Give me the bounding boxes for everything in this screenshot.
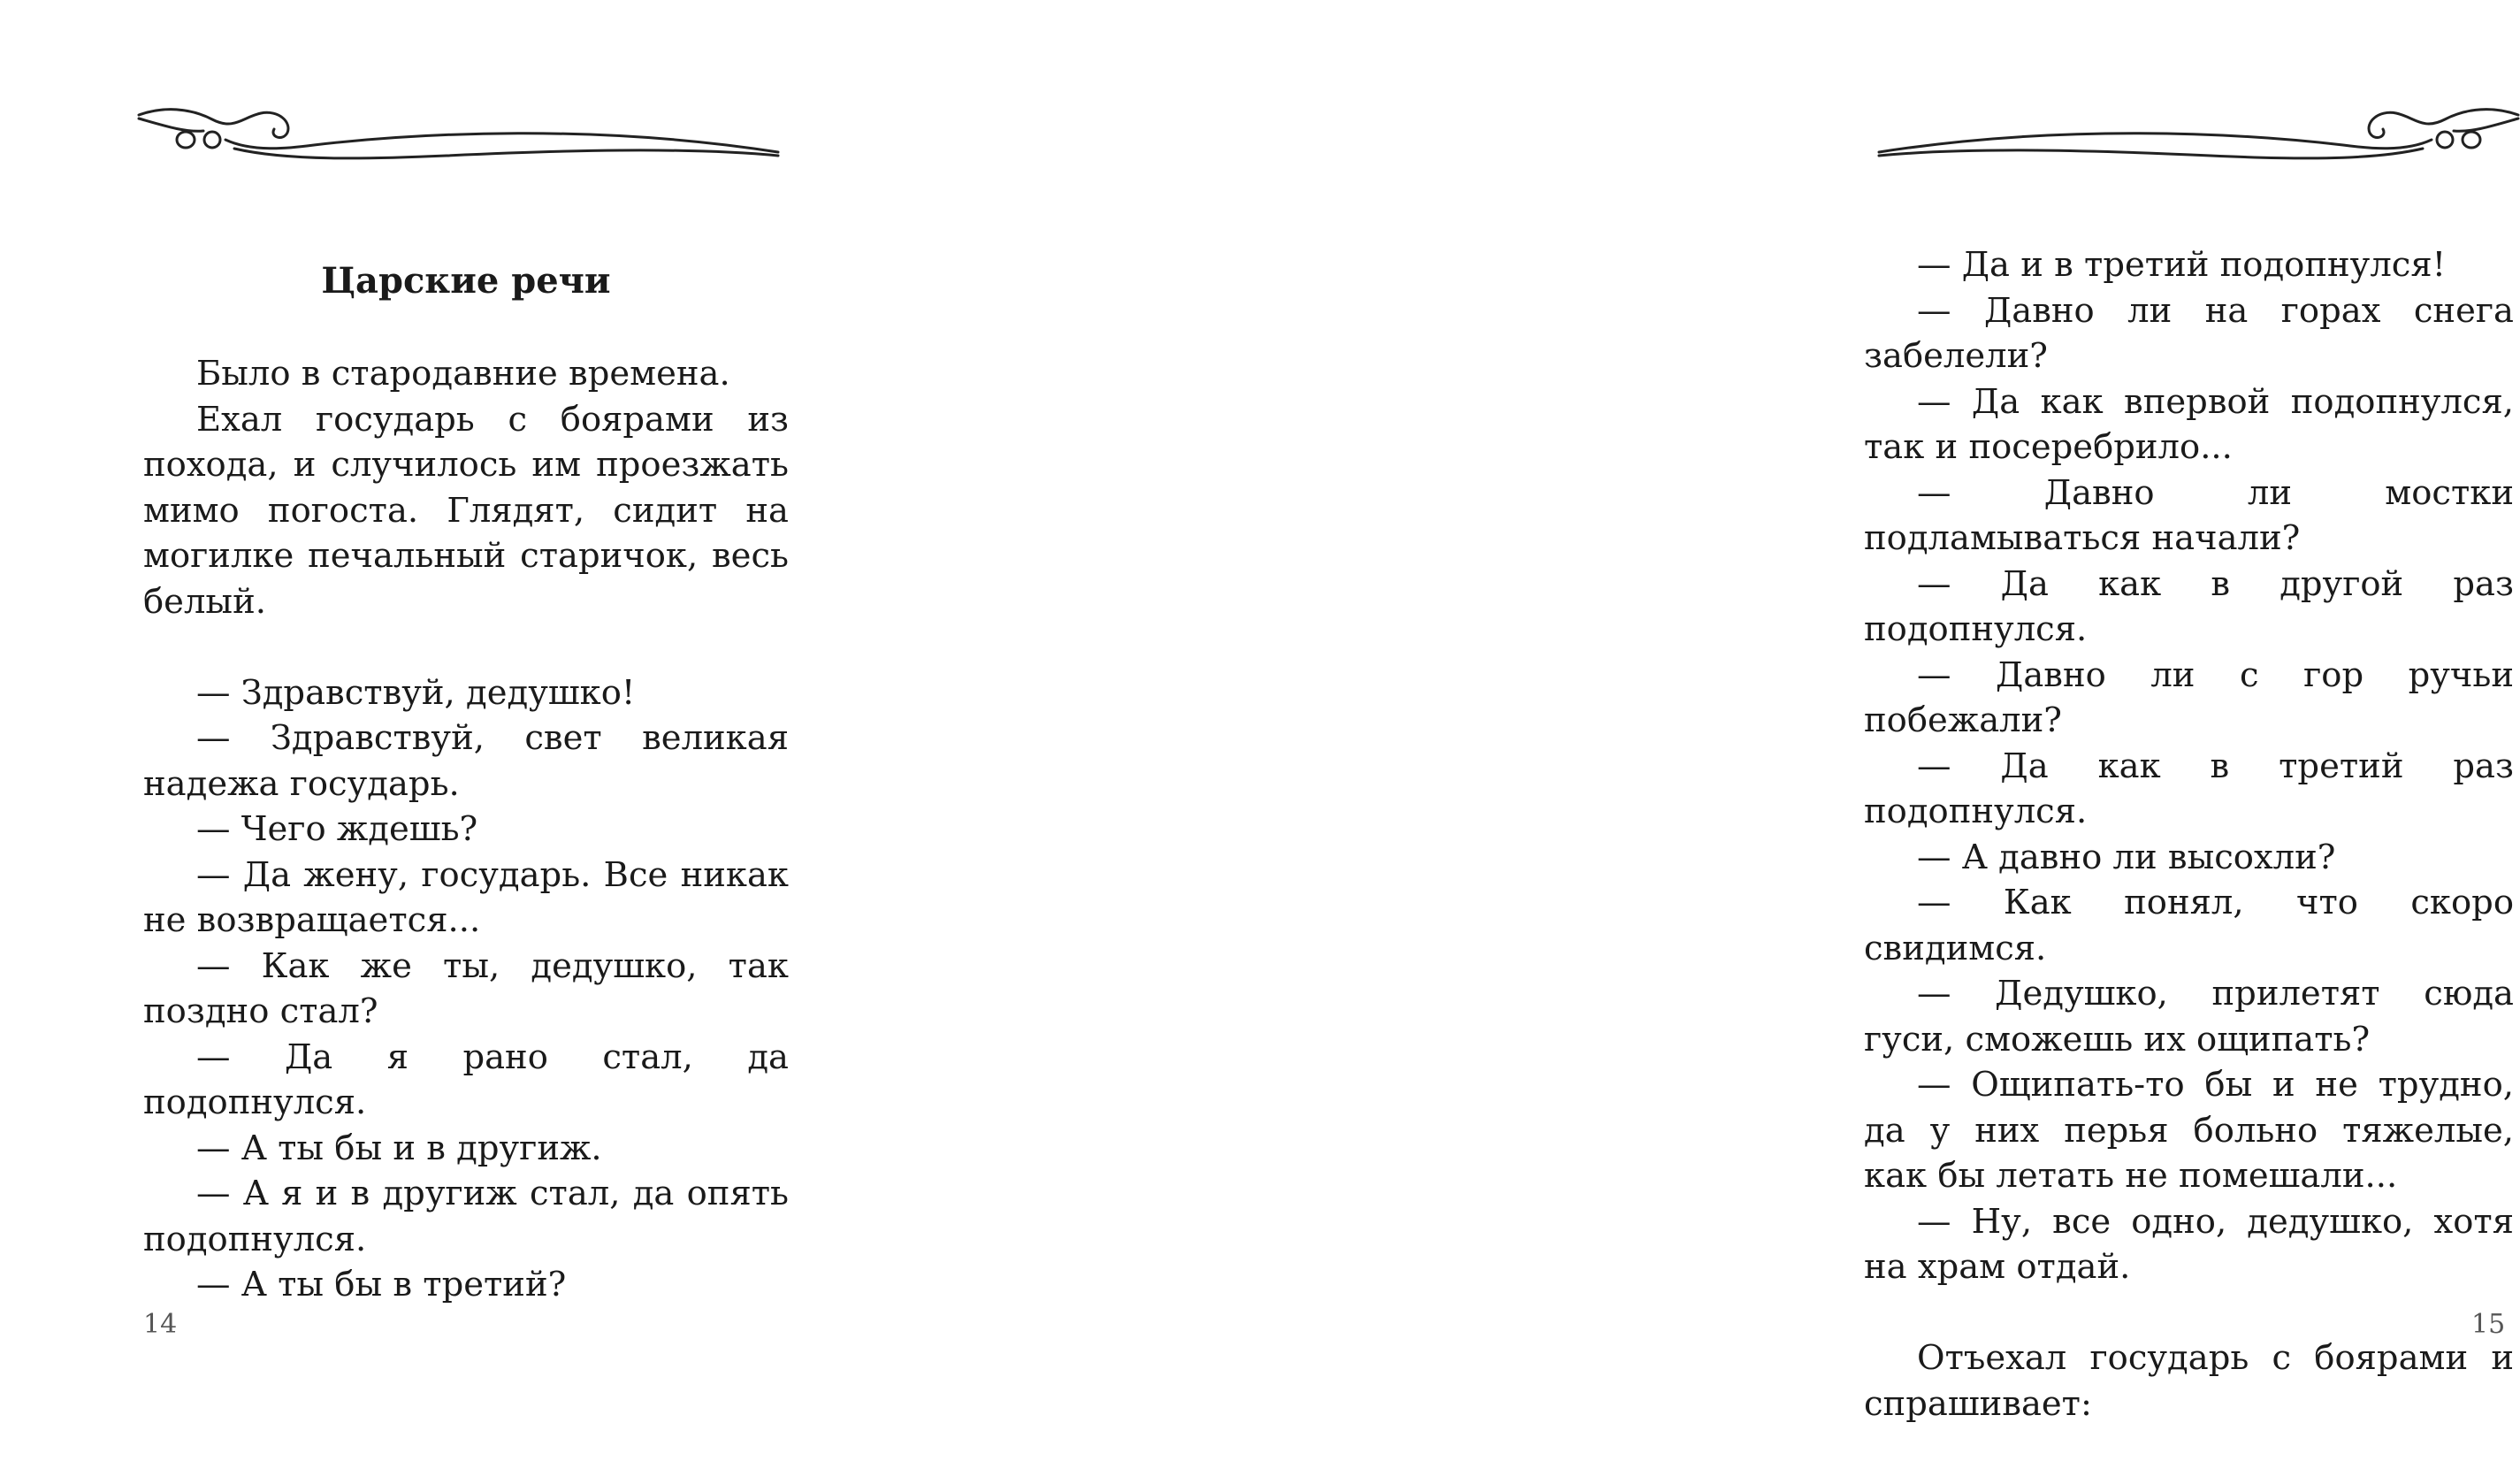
paragraph: — Да как впервой подопнулся, так и посеребрило... <box>1864 381 2514 467</box>
left-page <box>0 0 884 1461</box>
paragraph-gap <box>143 624 789 670</box>
paragraph: — Как же ты, дедушко, так поздно стал? <box>143 945 789 1031</box>
paragraph: — Ну, все одно, дедушко, хотя на храм отдай. <box>1864 1201 2514 1287</box>
paragraph: — Чего ждешь? <box>196 809 478 849</box>
paragraph: — Как понял, что скоро свидимся. <box>1864 883 2514 968</box>
chapter-title: Царские речи <box>321 260 611 302</box>
paragraph: Отъехал государь с боярами и спрашивает: <box>1864 1338 2514 1424</box>
paragraph: — Ощипать-то бы и не трудно, да у них перья больно тяжелые, как бы летать не помешали... <box>1864 1065 2514 1196</box>
page-number-right: 15 <box>2471 1309 2506 1340</box>
paragraph: — А ты бы в третий? <box>196 1265 567 1304</box>
left-text-body <box>143 351 789 1308</box>
paragraph: — А я и в другиж стал, да опять подопнулся. <box>143 1174 789 1259</box>
paragraph: Ехал государь с боярами из похода, и случилось им проезжать мимо погоста. Глядят, сидит на могилке печальный старичок, весь белый. <box>143 399 789 622</box>
paragraph: — Да жену, государь. Все никак не возвращается... <box>143 854 789 940</box>
paragraph: — А давно ли высохли? <box>1917 837 2336 877</box>
paragraph: — Да как в другой раз подопнулся. <box>1864 563 2514 649</box>
paragraph: — Давно ли с гор ручьи побежали? <box>1864 654 2514 740</box>
paragraph: — Дедушко, прилетят сюда гуси, сможешь их ощипать? <box>1864 974 2514 1059</box>
paragraph: Было в стародавние времена. <box>196 354 730 394</box>
flourish-icon <box>137 97 783 168</box>
paragraph-gap <box>1864 1290 2514 1336</box>
paragraph: — Давно ли мостки подламываться начали? <box>1864 472 2514 558</box>
paragraph: — Давно ли на горах снега забелели? <box>1864 290 2514 376</box>
paragraph: — Да и в третий подопнулся! <box>1917 245 2447 285</box>
right-text-body <box>1864 242 2514 1427</box>
paragraph: — Здравствуй, свет великая надежа государь. <box>143 718 789 804</box>
paragraph: — А ты бы и в другиж. <box>196 1128 602 1168</box>
paragraph: — Да я рано стал, да подопнулся. <box>143 1036 789 1122</box>
flourish-icon <box>1875 97 2520 168</box>
page-number-left: 14 <box>143 1309 178 1340</box>
paragraph: — Здравствуй, дедушко! <box>196 672 636 713</box>
paragraph: — Да как в третий раз подопнулся. <box>1864 746 2514 831</box>
right-page <box>884 0 2514 1461</box>
